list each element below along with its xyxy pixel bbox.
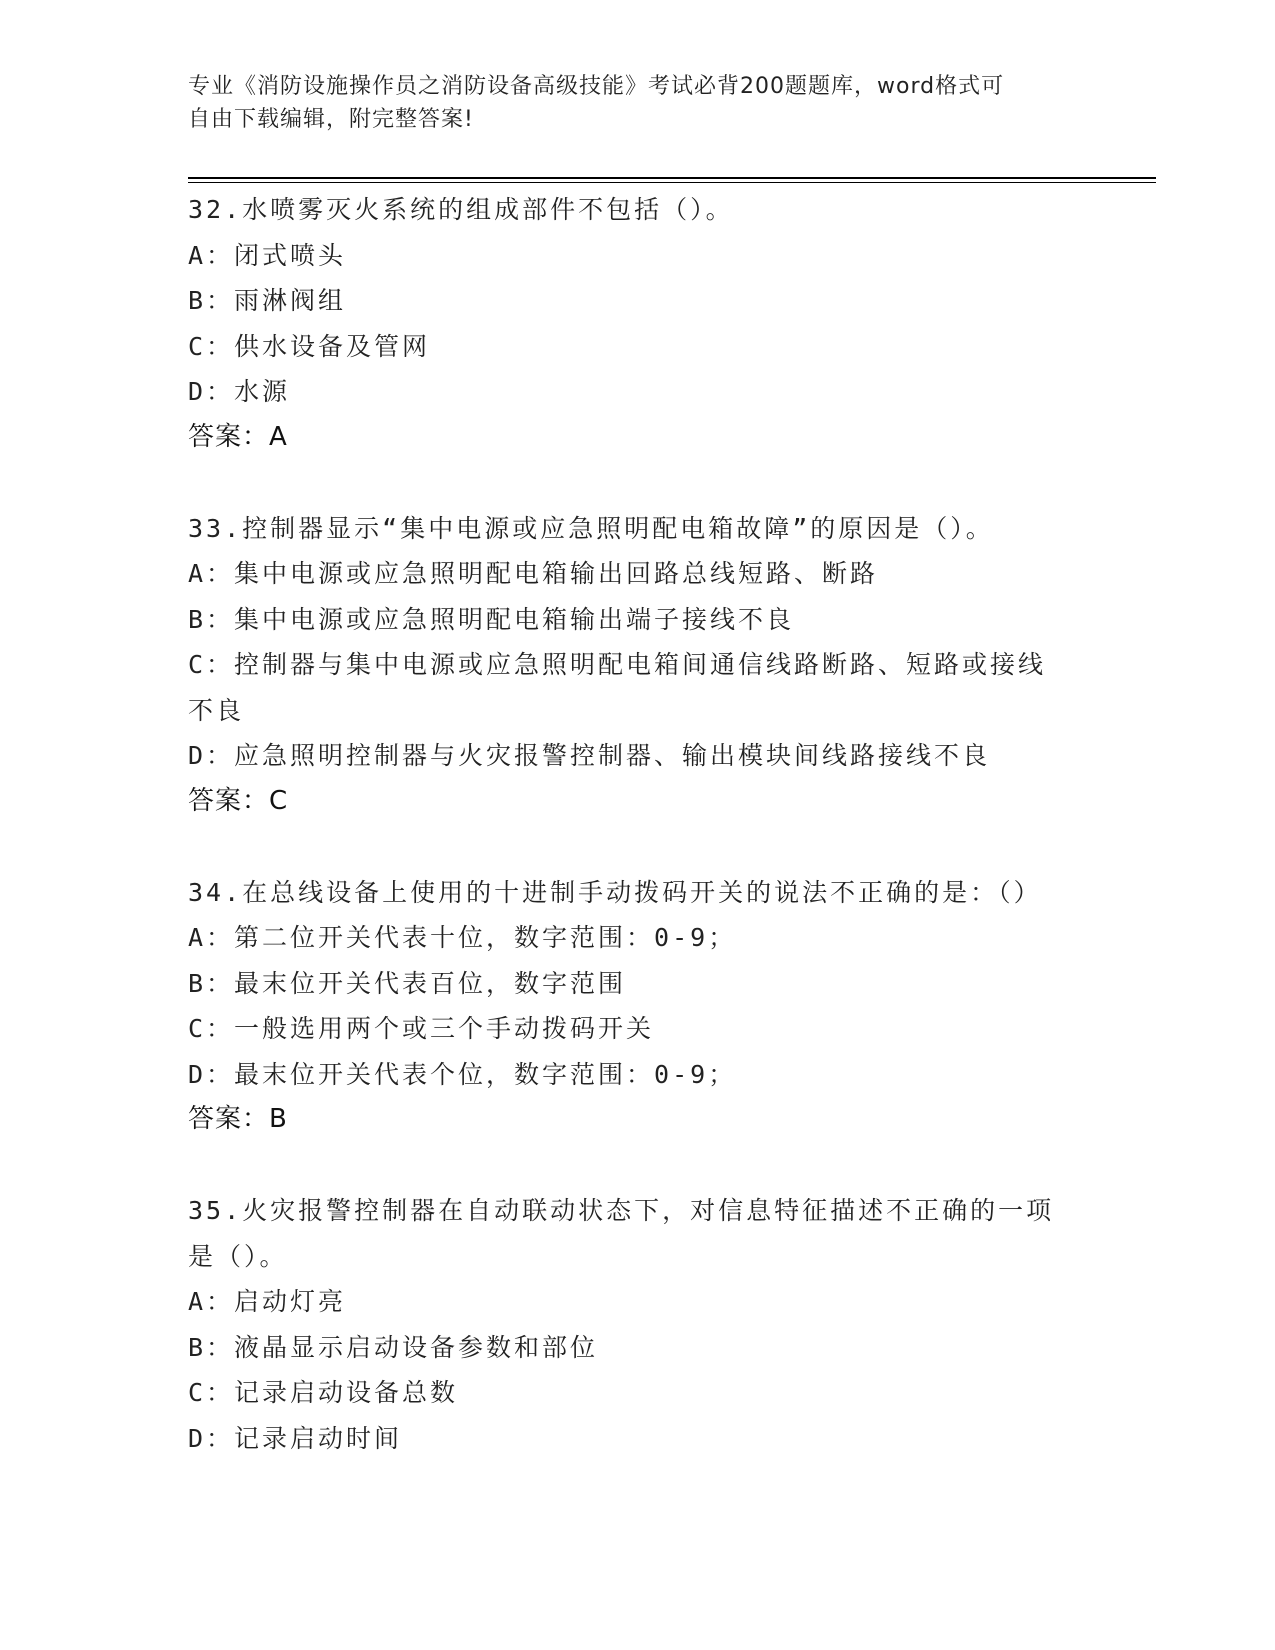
question-stem-line-1: 35.火灾报警控制器在自动联动状态下，对信息特征描述不正确的一项 (188, 1196, 1055, 1225)
option-d: D：记录启动时间 (188, 1423, 403, 1453)
question-32 (188, 187, 1088, 460)
header-line-1: 专业《消防设施操作员之消防设备高级技能》考试必背200题题库，word格式可 (188, 74, 1005, 99)
question-list (188, 187, 1088, 1461)
question-33 (188, 506, 1088, 825)
question-stem: 32.水喷雾灭火系统的组成部件不包括（）。 (188, 195, 734, 224)
header-divider-thick (188, 177, 1156, 179)
option-a: A：第二位开关代表十位，数字范围：0-9； (188, 923, 737, 952)
option-b: B：液晶显示启动设备参数和部位 (188, 1332, 599, 1362)
question-34 (188, 870, 1088, 1143)
option-b: B：最末位开关代表百位，数字范围 (188, 968, 627, 998)
option-a: A：集中电源或应急照明配电箱输出回路总线短路、断路 (188, 559, 879, 588)
option-d: D：水源 (188, 377, 291, 406)
option-d: D：应急照明控制器与火灾报警控制器、输出模块间线路接线不良 (188, 741, 991, 770)
question-stem: 33.控制器显示“集中电源或应急照明配电箱故障”的原因是（）。 (188, 513, 994, 543)
option-c-line-1: C：控制器与集中电源或应急照明配电箱间通信线路断路、短路或接线 (188, 650, 1047, 679)
answer-label: 答案：A (188, 421, 288, 452)
answer-label: 答案：C (188, 785, 289, 816)
spacer (188, 1143, 1088, 1189)
option-b: B：雨淋阀组 (188, 286, 347, 315)
option-c: C：一般选用两个或三个手动拨码开关 (188, 1014, 655, 1043)
option-a: A：启动灯亮 (188, 1287, 347, 1316)
document-header (188, 70, 1068, 136)
option-a: A：闭式喷头 (188, 240, 347, 270)
header-line-2: 自由下载编辑，附完整答案! (188, 107, 474, 132)
answer-label: 答案：B (188, 1104, 288, 1134)
question-stem-line-2: 是（）。 (188, 1241, 288, 1271)
question-35 (188, 1188, 1088, 1461)
option-d: D：最末位开关代表个位，数字范围：0-9； (188, 1059, 737, 1089)
option-c: C：供水设备及管网 (188, 331, 431, 361)
option-c-line-2: 不良 (188, 695, 245, 725)
spacer (188, 460, 1088, 506)
option-b: B：集中电源或应急照明配电箱输出端子接线不良 (188, 604, 795, 634)
spacer (188, 824, 1088, 870)
option-c: C：记录启动设备总数 (188, 1378, 459, 1407)
question-stem: 34.在总线设备上使用的十进制手动拨码开关的说法不正确的是：（） (188, 877, 1042, 907)
header-divider-thin (188, 182, 1156, 183)
